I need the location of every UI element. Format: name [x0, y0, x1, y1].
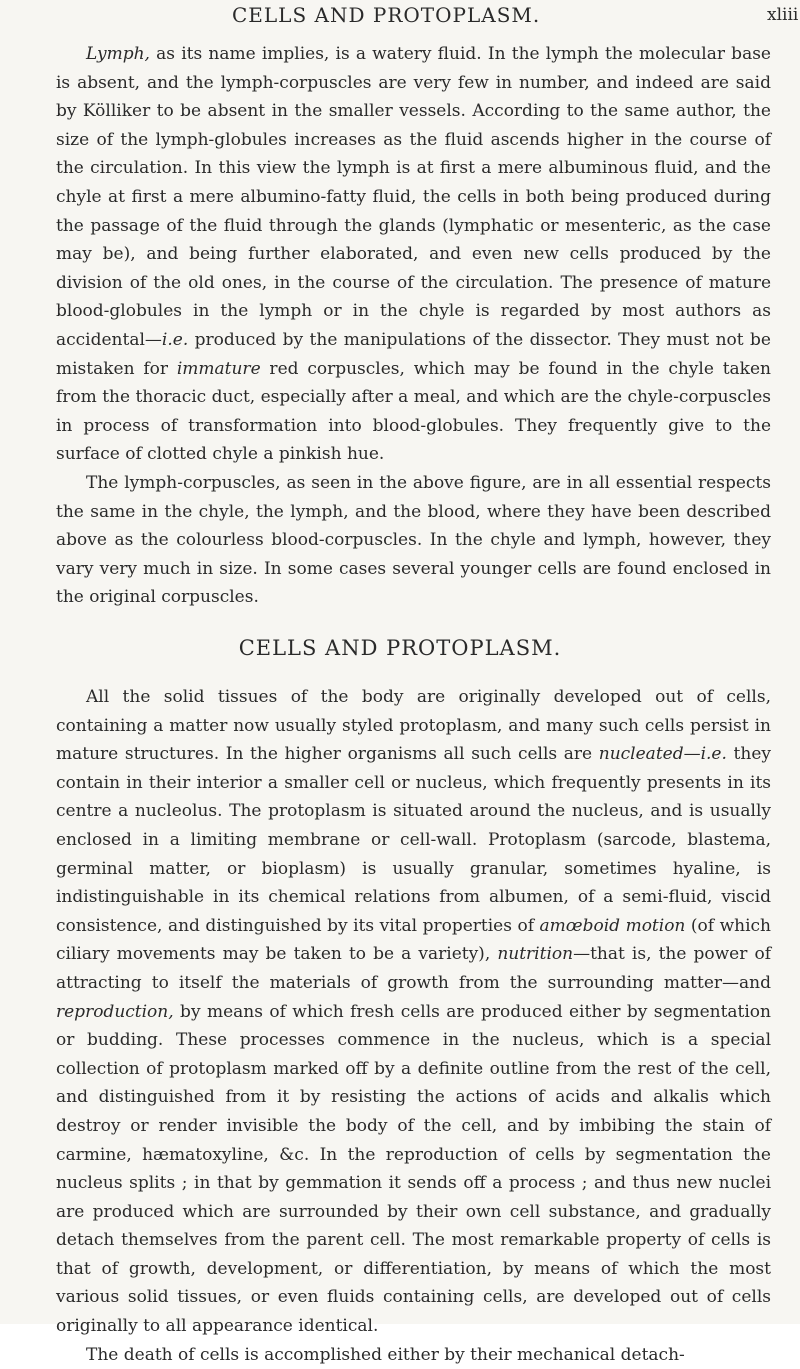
lymph-term: Lymph, [86, 44, 150, 64]
page-number: xliii [767, 5, 799, 25]
lymph-text-2: produced by the manipulations of the dissector. They must not be mistaken for [56, 329, 771, 379]
cells-text-5: —that is, the power of attracting to itself the materials of growth from the surrounding matter—and [56, 944, 771, 993]
reproduction-term: reproduction, [56, 1001, 174, 1022]
cells-text-6: by means of which fresh cells are produced either by segmentation or budding. These processes commence in the nucleus, which is a special collection of protoplasm marked off by a definite outline from the rest of the cell, and distinguished from it by resisting the actions of acids and alkalis which destroy or render invisible the body of the cell, and by imbibing the stain of carmine, hæmatoxyline, &c. In the reproduction of cells by segmentation the nucleus splits ; in that by gemmation it sends off a process ; and thus new nuclei are produced which are surrounded by their own cell substance, and gradually detach themselves from the parent cell. The most remarkable property of cells is that of growth, development, or differentiation, by means of which the most various solid tissues, or even fluids containing cells, are developed out of cells originally to all appearance identical. [56, 1001, 771, 1337]
cells-text-4: (of which ciliary movements may be taken to be a variety), [56, 915, 772, 965]
lymph-corpuscles-paragraph: The lymph-corpuscles, as seen in the above figure, are in all essential respects the same in the chyle, the lymph, and the blood, where they have been described above as the colourless blood-corpuscles. In the chyle and lymph, however, they vary very much in size. In some cases several younger cells are found enclosed in the original corpuscles. [56, 472, 771, 608]
nucleated-term: nucleated [598, 744, 684, 765]
running-header [0, 3, 800, 33]
lymph-paragraph [56, 40, 771, 469]
ie-abbrev: i.e. [700, 744, 727, 765]
nutrition-term: nutrition [497, 944, 574, 965]
lymph-section [56, 40, 771, 612]
running-title: CELLS AND PROTOPLASM. [232, 3, 541, 27]
ie-abbrev: i.e. [161, 329, 189, 350]
cells-text-3: they contain in their interior a smaller cell or nucleus, which frequently presents in its centre a nucleolus. The protoplasm is situated around the nucleus, and is usually enclosed in a limiting membrane or cell-wall. Protoplasm (sarcode, blastema, germinal matter, or bioplasm) is usually granular, sometimes hyaline, is indistinguishable in its chemical relations from albumen, of a semi-fluid, viscid consistence, and distinguished by its vital properties of [56, 744, 771, 936]
cells-text-2: — [683, 744, 701, 765]
cells-section [56, 683, 771, 1369]
cells-text-1: All the solid tissues of the body are originally developed out of cells, containing a matter now usually styled protoplasm, and many such cells persist in mature structures. In the higher organisms all such cells are [56, 687, 771, 765]
lymph-text-3: red corpuscles, which may be found in the chyle taken from the thoracic duct, especially after a meal, and which are the chyle-corpuscles in process of transformation into blood-globules. They frequently give to the surface of clotted chyle a pinkish hue. [56, 358, 771, 465]
section-heading: CELLS AND PROTOPLASM. [238, 636, 562, 660]
immature-term: immature [176, 358, 261, 379]
amoeboid-motion-term: amœboid motion [539, 915, 686, 936]
cell-death-paragraph: The death of cells is accomplished either by their mechanical detach- [86, 1344, 685, 1365]
protoplasm-paragraph [56, 683, 771, 1341]
lymph-text-1: as its name implies, is a watery fluid. In the lymph the molecular base is absent, and the lymph-corpuscles are very few in number, and indeed are said by Kölliker to be absent in the smaller vessels. According to the same author, the size of the lymph-globules increases as the fluid ascends higher in the course of the circulation. In this view the lymph is at first a mere albuminous fluid, and the chyle at first a mere albumino-fatty fluid, the cells in both being produced during the passage of the fluid through the glands (lymphatic or mesenteric, as the case may be), and being further elaborated, and even new cells produced by the division of the old ones, in the course of the circulation. The presence of mature blood-globules in the lymph or in the chyle is regarded by most authors as accidental— [56, 44, 771, 350]
